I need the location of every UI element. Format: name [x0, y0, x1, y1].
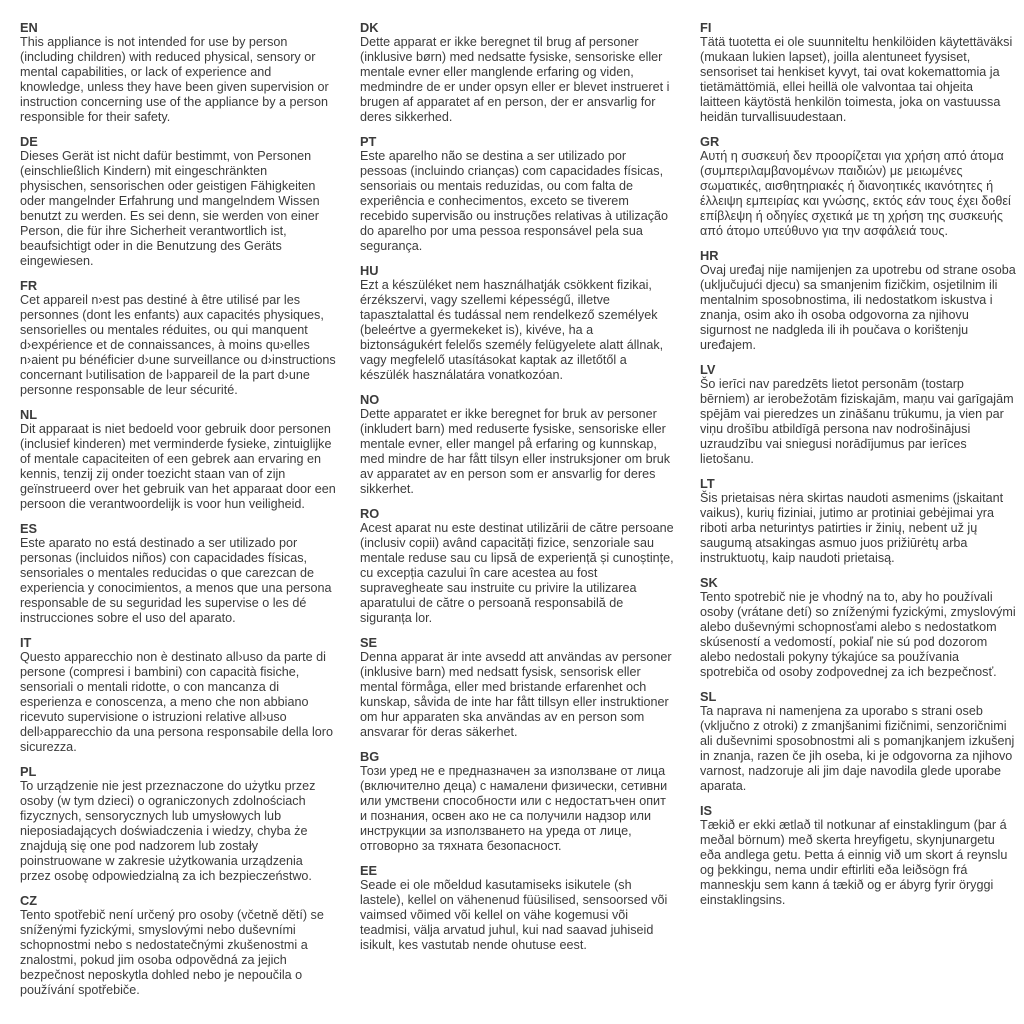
- safety-text: Seade ei ole mõeldud kasutamiseks isikutele (sh lastele), kellel on vähenenud füüsilised, sensoorsed või vaimsed võimed või kellel on vähe kogemusi või teadmisi, välja arvatud juhul, kui nad saavad juhiseid isikult, kes vastutab nende ohutuse eest.: [360, 878, 668, 952]
- language-code-label: HR: [700, 248, 719, 263]
- safety-text: To urządzenie nie jest przeznaczone do użytku przez osoby (w tym dzieci) o ograniczonych zdolnościach fizycznych, sensorycznych lub umysłowych lub nieposiadających doświadczenia i wiedzy, chyba że znajdują się one pod nadzorem lub zostały poinstruowane w zakresie użytkowania urządzenia przez osobę odpowiedzialną za ich bezpieczeństwo.: [20, 779, 316, 883]
- language-block-cz: [20, 893, 336, 998]
- safety-text: Tätä tuotetta ei ole suunniteltu henkilöiden käytettäväksi (mukaan lukien lapset), joilla alentuneet fyysiset, sensoriset tai henkiset kyvyt, tai ovat kokemattomia ja tietämättömiä, ellei heillä ole valvontaa tai ohjeita laitteen käytöstä henkilön toimesta, joka on vastuussa heidän turvallisuudestaan.: [700, 35, 1013, 124]
- language-code-label: BG: [360, 749, 380, 764]
- language-block-fi: [700, 20, 1016, 125]
- safety-text: Tækið er ekki ætlað til notkunar af einstaklingum (þar á meðal börnum) með skerta hreyfigetu, skynjunargetu eða andlega getu. Þetta á einnig við um skort á reynslu og þekkingu, nema undir eftirliti eða leiðsögn frá manneskju sem kann á tækið og er ábyrg fyrir öryggi einstaklingsins.: [700, 818, 1008, 907]
- language-code-label: DE: [20, 134, 38, 149]
- safety-text: This appliance is not intended for use by person (including children) with reduced physical, sensory or mental capabilities, or lack of experience and knowledge, unless they have been given supervision or instruction concerning use of the appliance by a person responsible for their safety.: [20, 35, 329, 124]
- language-code-label: FI: [700, 20, 712, 35]
- language-block-fr: [20, 278, 336, 398]
- safety-text: Ovaj uređaj nije namijenjen za upotrebu od strane osoba (uključujući djecu) sa smanjenim fizičkim, osjetilnim ili mentalnim sposobnostima, ili nedostatkom iskustva i znanja, osim ako ih osoba odgovorna za njihovu sigurnost ne nadgleda ili ih poučava o korištenju uređajem.: [700, 263, 1016, 352]
- safety-text: Este aparato no está destinado a ser utilizado por personas (incluidos niños) con capacidades físicas, sensoriales o mentales reducidas o que carezcan de experiencia y conocimientos, a menos que una persona responsable de su seguridad les supervise o les dé instrucciones sobre el uso del aparato.: [20, 536, 332, 625]
- language-code-label: ES: [20, 521, 38, 536]
- language-code-label: LT: [700, 476, 715, 491]
- safety-text: Cet appareil n›est pas destiné à être utilisé par les personnes (dont les enfants) aux capacités physiques, sensorielles ou mentales réduites, ou qui manquent d›expérience et de connaissances, à moins qu›elles n›aient pu bénéficier d›une surveillance ou d›instructions concernant l›utilisation de l›appareil de la part d›une personne responsable de leur sécurité.: [20, 293, 336, 397]
- safety-text: Tento spotřebič není určený pro osoby (včetně dětí) se sníženými fyzickými, smyslovými nebo duševními schopnostmi nebo s nedostatečnými zkušenostmi a znalostmi, pokud jim osoba odpovědná za jejich bezpečnost neposkytla dohled nebo je nepoučila o používání spotřebiče.: [20, 908, 324, 997]
- language-block-en: [20, 20, 336, 125]
- language-code-label: SE: [360, 635, 378, 650]
- language-code-label: GR: [700, 134, 720, 149]
- safety-text: Този уред не е предназначен за използване от лица (включително деца) с намалени физически, сетивни или умствени способности или с недостатъчен опит и познания, освен ако не са получили надзор или инструкции за използването на уреда от лице, отговорно за тяхната безопасност.: [360, 764, 668, 853]
- language-block-nl: [20, 407, 336, 512]
- language-block-se: [360, 635, 676, 740]
- language-code-label: NO: [360, 392, 380, 407]
- language-block-lt: [700, 476, 1016, 566]
- column-1: [20, 20, 336, 1014]
- language-block-hr: [700, 248, 1016, 353]
- language-block-lv: [700, 362, 1016, 467]
- safety-text: Este aparelho não se destina a ser utilizado por pessoas (incluindo crianças) com capacidades físicas, sensoriais ou mentais reduzidas, ou com falta de experiência e conhecimentos, exceto se tiverem recebido supervisão ou instruções relativas à utilização do aparelho por uma pessoa responsável pela sua segurança.: [360, 149, 669, 253]
- language-code-label: DK: [360, 20, 379, 35]
- language-code-label: NL: [20, 407, 38, 422]
- language-code-label: LV: [700, 362, 716, 377]
- language-block-no: [360, 392, 676, 497]
- language-block-ee: [360, 863, 676, 953]
- language-code-label: SK: [700, 575, 718, 590]
- safety-text: Denna apparat är inte avsedd att användas av personer (inklusive barn) med nedsatt fysisk, sensorisk eller mental förmåga, eller med bristande erfarenhet och kunskap, såvida de inte har fått tillsyn eller instruktioner om hur apparaten ska användas av en person som ansvarar för deras säkerhet.: [360, 650, 672, 739]
- language-code-label: RO: [360, 506, 380, 521]
- language-block-gr: [700, 134, 1016, 239]
- safety-text: Tento spotrebič nie je vhodný na to, aby ho používali osoby (vrátane detí) so zníženými fyzickými, zmyslovými alebo duševnými schopnosťami alebo s nedostatkom skúseností a vedomostí, pokiaľ nie sú pod dozorom alebo nedostali pokyny týkajúce sa používania spotrebiča od osoby zodpovednej za ich bezpečnosť.: [700, 590, 1016, 679]
- column-3: [700, 20, 1016, 1014]
- language-code-label: EN: [20, 20, 38, 35]
- language-block-bg: [360, 749, 676, 854]
- language-code-label: EE: [360, 863, 378, 878]
- language-code-label: PT: [360, 134, 377, 149]
- language-block-pl: [20, 764, 336, 884]
- safety-text: Šis prietaisas nėra skirtas naudoti asmenims (įskaitant vaikus), kurių fiziniai, jutimo ar protiniai gebėjimai yra riboti arba neturintys patirties ir žinių, nebent už jų saugumą atsakingas asmuo juos prižiūrėtų arba instruktuotų, kaip naudoti prietaisą.: [700, 491, 1004, 565]
- language-block-de: [20, 134, 336, 269]
- language-block-sk: [700, 575, 1016, 680]
- safety-text: Dit apparaat is niet bedoeld voor gebruik door personen (inclusief kinderen) met verminderde fysieke, zintuiglijke of mentale capaciteiten of een gebrek aan ervaring en kennis, tenzij zij onder toezicht staan van of zijn geïnstrueerd over het gebruik van het apparaat door een persoon die verantwoordelijk is voor hun veiligheid.: [20, 422, 336, 511]
- language-code-label: IS: [700, 803, 713, 818]
- language-code-label: HU: [360, 263, 379, 278]
- language-block-pt: [360, 134, 676, 254]
- language-block-es: [20, 521, 336, 626]
- language-block-ro: [360, 506, 676, 626]
- language-code-label: IT: [20, 635, 32, 650]
- safety-text: Dette apparatet er ikke beregnet for bruk av personer (inkludert barn) med reduserte fysiske, sensoriske eller mentale evner, eller mangel på erfaring og kunnskap, med mindre de har fått tilsyn eller instruksjoner om bruk av apparatet av en person som er ansvarlig for deres sikkerhet.: [360, 407, 671, 496]
- language-block-is: [700, 803, 1016, 908]
- language-block-hu: [360, 263, 676, 383]
- safety-text: Šo ierīci nav paredzēts lietot personām (tostarp bērniem) ar ierobežotām fiziskajām, maņu vai garīgajām spējām vai pieredzes un zināšanu trūkumu, ja vien par viņu drošību atbildīgā persona nav nodrošinājusi uzraudzību vai sniegusi norādījumus par ierīces lietošanu.: [700, 377, 1014, 466]
- language-code-label: CZ: [20, 893, 38, 908]
- safety-text: Αυτή η συσκευή δεν προορίζεται για χρήση από άτομα (συμπεριλαμβανομένων παιδιών) με μειωμένες σωματικές, αισθητηριακές ή διανοητικές ικανότητες ή έλλειψη εμπειρίας και γνώσης, εκτός εάν τους έχει δοθεί επίβλεψη ή οδηγίες σχετικά με τη χρήση της συσκευής από άτομο υπεύθυνο για την ασφάλειά τους.: [700, 149, 1011, 238]
- language-code-label: FR: [20, 278, 38, 293]
- safety-text: Dette apparat er ikke beregnet til brug af personer (inklusive børn) med nedsatte fysiske, sensoriske eller mentale evner eller manglende erfaring og viden, medmindre de er under opsyn eller er blevet instrueret i brugen af apparatet af en person, der er ansvarlig for deres sikkerhed.: [360, 35, 670, 124]
- language-code-label: SL: [700, 689, 717, 704]
- language-block-it: [20, 635, 336, 755]
- safety-text: Acest aparat nu este destinat utilizării de către persoane (inclusiv copii) având capacități fizice, senzoriale sau mentale reduse sau cu lipsă de experiență și cunoștințe, cu excepția cazului în care acestea au fost supravegheate sau instruite cu privire la utilizarea aparatului de către o persoană responsabilă de siguranța lor.: [360, 521, 674, 625]
- language-block-sl: [700, 689, 1016, 794]
- column-2: [360, 20, 676, 1014]
- safety-text: Ta naprava ni namenjena za uporabo s strani oseb (vključno z otroki) z zmanjšanimi fizičnimi, senzoričnimi ali duševnimi sposobnostmi ali s pomanjkanjem izkušenj in znanja, razen če jih oseba, ki je odgovorna za njihovo varnost, nadzoruje ali jim daje navodila glede uporabe aparata.: [700, 704, 1015, 793]
- language-code-label: PL: [20, 764, 37, 779]
- language-block-dk: [360, 20, 676, 125]
- safety-text: Questo apparecchio non è destinato all›uso da parte di persone (compresi i bambini) con capacità fisiche, sensoriali o mentali ridotte, o con mancanza di esperienza e conoscenza, a meno che non abbiano ricevuto supervisione o istruzioni relative all›uso dell›apparecchio da una persona responsabile della loro sicurezza.: [20, 650, 333, 754]
- safety-text: Dieses Gerät ist nicht dafür bestimmt, von Personen (einschließlich Kindern) mit eingeschränkten physischen, sensorischen oder geistigen Fähigkeiten oder mangelnder Erfahrung und mangelndem Wissen benutzt zu werden. Es sei denn, sie werden von einer Person, die für ihre Sicherheit verantwortlich ist, beaufsichtigt oder in die Benutzung des Geräts eingewiesen.: [20, 149, 320, 268]
- safety-text: Ezt a készüléket nem használhatják csökkent fizikai, érzékszervi, vagy szellemi képességű, illetve tapasztalattal és tudással nem rendelkező személyek (beleértve a gyermekeket is), kivéve, ha a biztonságukért felelős személy felügyelete alatt állnak, vagy megfelelő utasításokat kaptak az illetőtől a készülék használatára vonatkozóan.: [360, 278, 664, 382]
